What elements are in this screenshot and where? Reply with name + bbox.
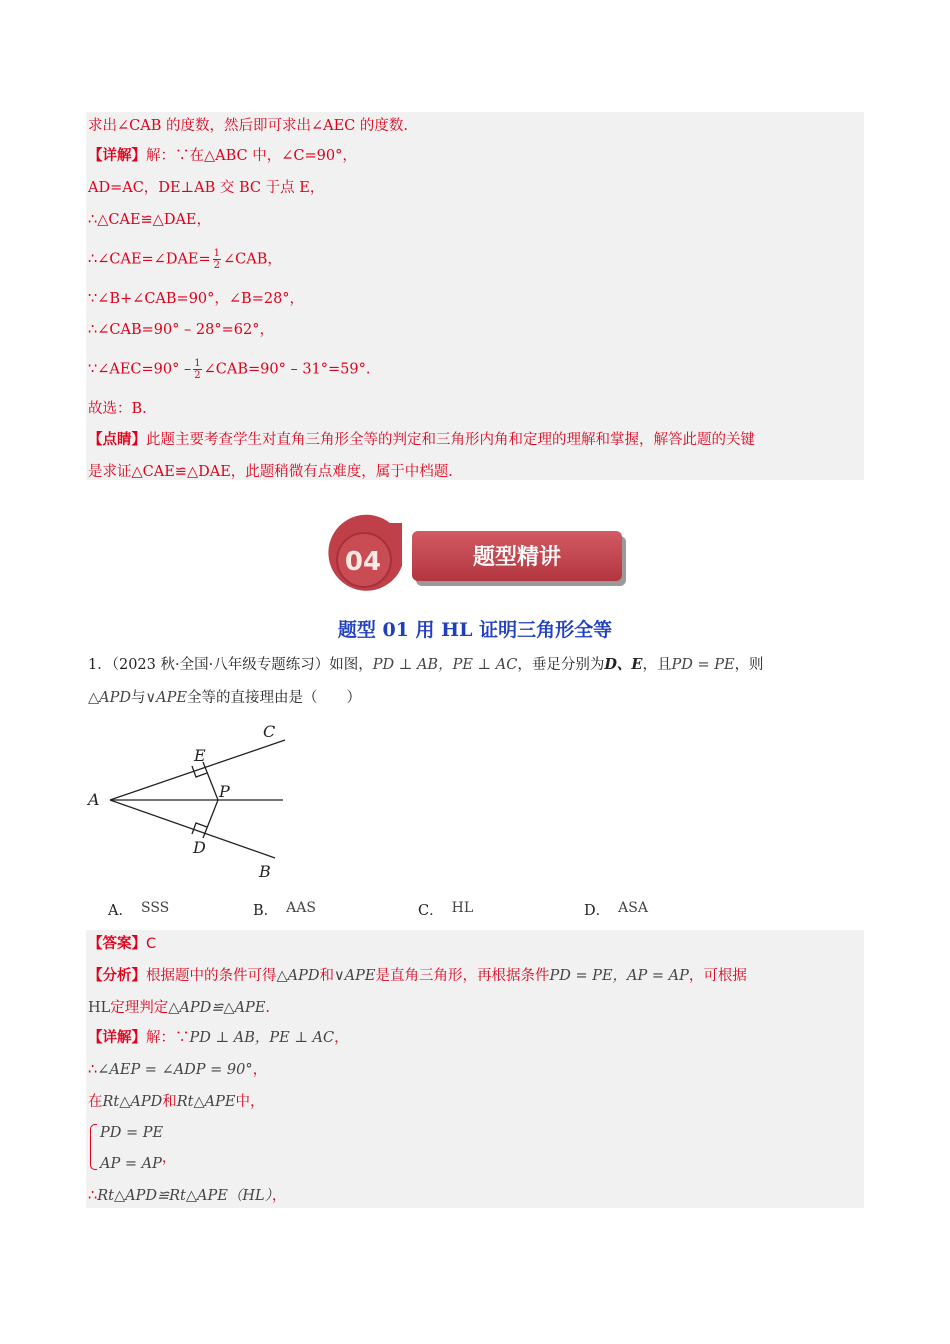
option-d-text: ASA (618, 900, 648, 916)
frac-den-2: 2 (194, 370, 201, 381)
option-c-text: HL (451, 900, 474, 916)
l4-m1: Rt△APD (102, 1094, 163, 1110)
solution-analysis-1 (88, 966, 747, 986)
frac-num-2: 1 (194, 358, 201, 369)
segment-PD (203, 800, 218, 838)
banner-number: 04 (344, 547, 382, 577)
frac-num: 1 (213, 248, 221, 259)
analysis-a: 根据题中的条件可得 (146, 968, 277, 984)
line5-a: ∴∠CAE=∠DAE= (88, 251, 211, 268)
l3-b: ， (252, 1062, 268, 1078)
solution-answer (88, 934, 156, 954)
banner-label: 题型精讲 (472, 545, 562, 570)
l4-m2: Rt△APE (176, 1094, 236, 1110)
system-eq-1: PD = PE (100, 1125, 164, 1141)
answer-line-1: 求出∠CAB 的度数，然后即可求出∠AEC 的度数. (88, 118, 408, 134)
l6-m: Rt△APD≌Rt△APE（HL） (97, 1188, 272, 1204)
question-math-3: △APD (88, 690, 132, 706)
l6-a: ∴ (88, 1188, 98, 1204)
line8-b: ∠CAB=90° – 31°=59°. (203, 361, 371, 378)
question-text-e: 与 (131, 690, 146, 706)
label-C: C (263, 722, 276, 741)
question-math-1: PD ⊥ AB，PE ⊥ AC (372, 657, 518, 673)
analysis-m1: △APD (276, 968, 320, 984)
answer-tag: 【答案】 (88, 935, 146, 952)
line8-a: ∵∠AEC=90° – (88, 361, 192, 378)
detail-b: ， (334, 1030, 349, 1046)
system-eq-2 (100, 1148, 176, 1174)
question-text-b: ，垂足分别为 (517, 657, 605, 673)
question-text-d: ，则 (734, 657, 764, 673)
l6-b: ， (271, 1188, 287, 1204)
solution-detail-6 (88, 1186, 286, 1206)
label-B: B (259, 862, 271, 881)
solution-analysis-2 (88, 998, 270, 1018)
comment-text: 此题主要考查学生对直角三角形全等的判定和三角形内角和定理的理解和掌握，解答此题的关键 (146, 432, 755, 448)
solution-detail-1 (88, 1028, 349, 1048)
question-text-f: 全等的直接理由是（ ） (186, 690, 361, 706)
question-prefix: 1．（2023 秋·全国·八年级专题练习）如图， (88, 657, 373, 673)
analysis-m3: PD = PE，AP = AP (549, 968, 689, 984)
segment-PE (203, 762, 218, 800)
l4-a: 在 (88, 1094, 103, 1110)
comment-tag: 【点睛】 (88, 431, 146, 448)
answer-line-9: 故选：B. (88, 401, 147, 417)
answer-value: C (146, 936, 157, 952)
option-d[interactable] (584, 898, 648, 921)
detail-tag-2: 【详解】 (88, 1029, 146, 1046)
analysis2-m0: HL (88, 1000, 111, 1016)
section-title: 题型 01 用 HL 证明三角形全等 (337, 619, 613, 641)
equation-brace (90, 1124, 97, 1170)
analysis-b: 和 (319, 968, 335, 984)
sys2-text: AP = AP (100, 1156, 162, 1172)
line5-b: ∠CAB， (223, 251, 282, 268)
answer-line-6: ∵∠B+∠CAB=90°，∠B=28°， (88, 291, 305, 307)
l4-b: 和 (162, 1094, 177, 1110)
option-c[interactable] (418, 898, 473, 921)
label-A: A (88, 790, 100, 809)
l4-c: 中， (235, 1094, 265, 1110)
label-D: D (193, 838, 206, 857)
answer-line-11: 是求证△CAE≌△DAE，此题稍微有点难度，属于中档题. (88, 464, 453, 480)
solution-detail-3 (88, 1092, 264, 1112)
option-b[interactable] (253, 898, 316, 921)
question-points: D、E (604, 656, 643, 673)
analysis-tag: 【分析】 (88, 967, 146, 984)
l3-a: ∴ (88, 1062, 98, 1078)
option-b-letter: B． (253, 903, 279, 919)
option-a-letter: A． (108, 903, 133, 919)
detail-m: PD ⊥ AB，PE ⊥ AC (189, 1030, 335, 1046)
option-a[interactable] (108, 898, 169, 921)
analysis2-b: . (265, 1000, 271, 1016)
analysis2-m1: △APD≌△APE (168, 1000, 266, 1016)
option-a-text: SSS (140, 900, 170, 916)
analysis-m2: ∨APE (334, 968, 376, 984)
question-math-4: ∨APE (145, 690, 187, 706)
option-b-text: AAS (286, 900, 316, 916)
analysis-c: 是直角三角形，再根据条件 (375, 968, 550, 984)
detail-text: 解：∵在△ABC 中，∠C=90°， (146, 148, 357, 164)
answer-line-7: ∴∠CAB=90° – 28°=62°， (88, 322, 274, 338)
detail-a: 解：∵ (146, 1030, 190, 1046)
question-math-2: PD = PE (671, 657, 735, 673)
sys-comma: ， (161, 1150, 177, 1166)
detail-tag: 【详解】 (88, 147, 146, 164)
analysis-d: ，可根据 (688, 968, 747, 984)
option-d-letter: D． (584, 903, 611, 919)
label-P: P (219, 782, 230, 801)
answer-line-4: ∴△CAE≌△DAE， (88, 212, 212, 228)
solution-detail-2 (88, 1060, 267, 1080)
l3-m: ∠AEP = ∠ADP = 90° (97, 1062, 253, 1078)
analysis2-a: 定理判定 (110, 1000, 169, 1016)
answer-line-3: AD=AC，DE⊥AB 交 BC 于点 E， (88, 180, 325, 196)
question-text-c: ，且 (642, 657, 672, 673)
frac-den: 2 (213, 260, 221, 271)
label-E: E (194, 746, 206, 765)
option-c-letter: C． (418, 903, 444, 919)
